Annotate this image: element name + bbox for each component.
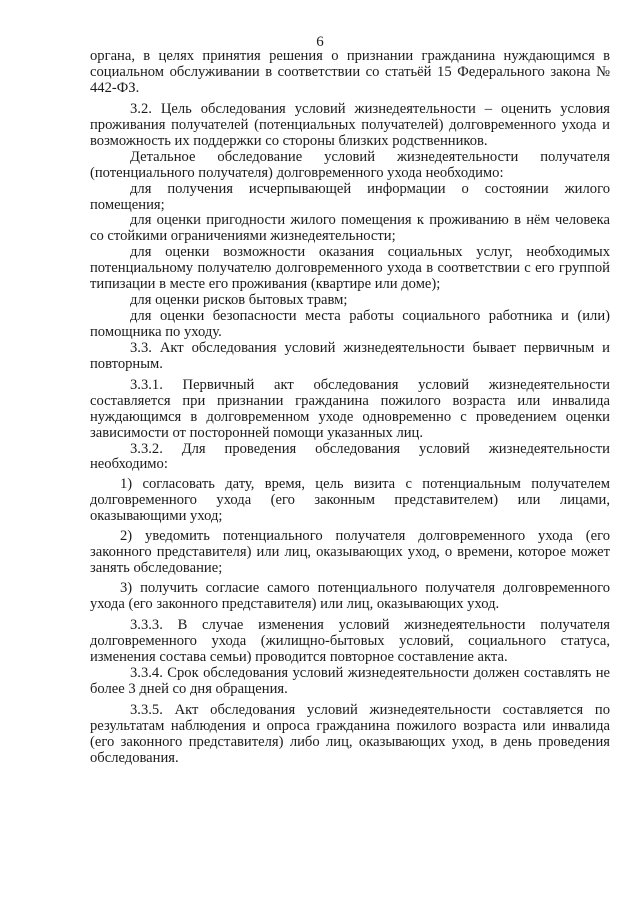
paragraph-3-3-2: 3.3.2. Для проведения обследования условий жизнедеятельности необходимо:	[90, 440, 610, 473]
document-body	[90, 49, 610, 767]
list-item-injury-risks: для оценки рисков бытовых травм;	[130, 291, 348, 308]
list-item-agree-visit: 1) согласовать дату, время, цель визита с потенциальным получателем долговременного ухода (его законным представителем) или лицами, оказывающими уход;	[90, 476, 610, 525]
paragraph-continuation: органа, в целях принятия решения о признании гражданина нуждающимся в социальном обслуживании в соответствии со статьёй 15 Федерального закона № 442-ФЗ.	[90, 48, 610, 96]
page-number: 6	[316, 34, 324, 50]
paragraph-3-3-3: 3.3.3. В случае изменения условий жизнедеятельности получателя долговременного ухода (жилищно-бытовых условий, социального статуса, изменения состава семьи) проводится повторное составление акта.	[90, 616, 610, 665]
list-item-suitability: для оценки пригодности жилого помещения к проживанию в нём человека со стойкими ограничениями жизнедеятельности;	[90, 212, 610, 245]
paragraph-3-3-5: 3.3.5. Акт обследования условий жизнедеятельности составляется по результатам наблюдения и опроса гражданина пожилого возраста или инвалида (его законного представителя) либо лиц, оказывающих уход, в день проведения обследования.	[90, 701, 610, 766]
paragraph-3-2: 3.2. Цель обследования условий жизнедеятельности – оценить условия проживания получателей (потенциальных получателей) долговременного ухода и возможность их поддержки со стороны близких родственников.	[90, 101, 610, 149]
paragraph-detailed-survey: Детальное обследование условий жизнедеятельности получателя (потенциального получателя) долговременного ухода необходимо:	[90, 148, 610, 181]
list-item-services: для оценки возможности оказания социальных услуг, необходимых потенциальному получателю долговременного ухода в соответствии с его группой типизации в месте его проживания (квартире или доме);	[90, 244, 610, 293]
paragraph-3-3-1: 3.3.1. Первичный акт обследования условий жизнедеятельности составляется при признании гражданина пожилого возраста или инвалида нуждающимся в долговременном уходе одновременно с проведением оценки зависимости от посторонней помощи указанных лиц.	[90, 376, 610, 441]
paragraph-3-3-4: 3.3.4. Срок обследования условий жизнедеятельности должен составлять не более 3 дней со дня обращения.	[90, 664, 610, 697]
list-item-consent: 3) получить согласие самого потенциального получателя долговременного ухода (его законного представителя) или лиц, оказывающих уход.	[90, 579, 610, 612]
list-item-notify: 2) уведомить потенциального получателя долговременного ухода (его законного представителя) или лиц, оказывающих уход, о времени, которое может занять обследование;	[90, 528, 610, 576]
list-item-housing-info: для получения исчерпывающей информации о состоянии жилого помещения;	[90, 180, 610, 213]
paragraph-3-3: 3.3. Акт обследования условий жизнедеятельности бывает первичным и повторным.	[90, 339, 610, 372]
list-item-workplace-safety: для оценки безопасности места работы социального работника и (или) помощника по уходу.	[90, 307, 610, 340]
